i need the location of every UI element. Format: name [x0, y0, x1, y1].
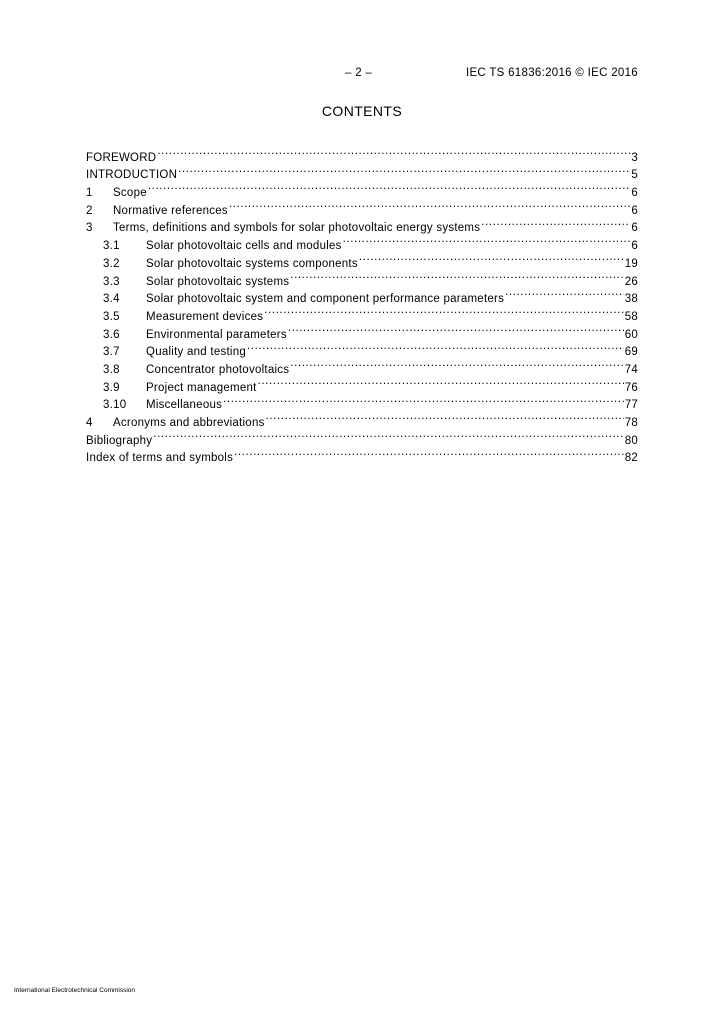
toc-entry-number: 3.2 [103, 257, 120, 270]
toc-entry-title: FOREWORD [86, 151, 157, 164]
toc-entry-number: 3.1 [103, 240, 120, 253]
toc-entry-page: 58 [624, 310, 638, 323]
toc-dot-leader [290, 355, 623, 373]
toc-entry-number: 3.10 [103, 399, 127, 412]
toc-entry-page: 76 [624, 381, 638, 394]
toc-entry-number: 4 [86, 417, 93, 429]
toc-entry-title: Concentrator photovoltaics [146, 363, 290, 376]
toc-entry-title: Quality and testing [146, 346, 247, 359]
toc-entry-page: 80 [624, 434, 638, 447]
toc-entry-title: Terms, definitions and symbols for solar photovoltaic energy systems [113, 222, 481, 235]
table-of-contents [86, 143, 638, 465]
toc-entry-number: 3.8 [103, 363, 120, 376]
toc-entry-number: 1 [86, 187, 93, 200]
toc-entry-number: 2 [86, 204, 93, 217]
toc-dot-leader [157, 143, 630, 161]
toc-dot-leader [153, 426, 623, 444]
toc-dot-leader [343, 231, 631, 249]
toc-entry-number: 3.7 [103, 346, 120, 359]
toc-dot-leader [481, 214, 630, 232]
toc-entry-page: 60 [624, 328, 638, 341]
toc-entry-page: 38 [624, 293, 638, 306]
toc-entry-title: Measurement devices [146, 310, 264, 323]
toc-entry-page: 6 [631, 222, 638, 235]
toc-dot-leader [178, 161, 630, 179]
toc-entry-page: 3 [631, 151, 638, 164]
toc-entry-title: Environmental parameters [146, 328, 287, 341]
toc-dot-leader [223, 391, 624, 409]
toc-entry[interactable] [86, 196, 638, 217]
toc-entry-number: 3.3 [103, 275, 120, 288]
toc-dot-leader [266, 408, 624, 426]
toc-entry-page: 5 [631, 169, 638, 182]
toc-entry-page: 19 [624, 257, 638, 270]
page-header [0, 67, 724, 85]
toc-entry-title: Solar photovoltaic systems [146, 275, 290, 288]
toc-entry-page: 78 [624, 417, 638, 429]
toc-dot-leader [247, 338, 624, 356]
toc-entry-title: Miscellaneous [146, 399, 223, 412]
toc-dot-leader [359, 249, 624, 267]
toc-dot-leader [290, 267, 623, 285]
toc-entry-number: 3.9 [103, 381, 120, 394]
toc-entry-page: 77 [624, 399, 638, 412]
footer-organization: International Electrotechnical Commission [14, 987, 136, 994]
toc-entry[interactable] [86, 161, 638, 182]
toc-entry-number: 3.4 [103, 293, 120, 306]
toc-dot-leader [258, 373, 624, 391]
document-reference: IEC TS 61836:2016 © IEC 2016 [465, 67, 638, 79]
toc-entry-title: Index of terms and symbols [86, 452, 234, 465]
toc-dot-leader [234, 444, 624, 462]
toc-entry[interactable] [86, 444, 638, 465]
toc-dot-leader [264, 302, 623, 320]
toc-entry-page: 6 [631, 204, 638, 217]
toc-entry-title: Scope [113, 187, 147, 200]
toc-entry[interactable] [86, 178, 638, 200]
page-number: – 2 – [345, 67, 373, 79]
toc-entry-title: Project management [146, 381, 257, 394]
toc-entry-title: Solar photovoltaic system and component performance parameters [146, 293, 505, 306]
toc-entry-page: 74 [624, 363, 638, 376]
toc-entry-title: Acronyms and abbreviations [113, 417, 265, 429]
toc-entry-title: Solar photovoltaic systems components [146, 257, 358, 270]
toc-entry-title: Normative references [113, 204, 228, 217]
toc-dot-leader [229, 196, 630, 214]
toc-entry-title: Bibliography [86, 434, 153, 447]
toc-entry-page: 26 [624, 275, 638, 288]
toc-entry-title: INTRODUCTION [86, 169, 178, 182]
toc-entry-number: 3 [86, 222, 93, 235]
toc-entry-number: 3.6 [103, 328, 120, 341]
toc-entry-page: 6 [631, 240, 638, 253]
toc-entry-page: 82 [624, 452, 638, 465]
contents-title: CONTENTS [321, 103, 403, 119]
toc-entry-number: 3.5 [103, 310, 120, 323]
toc-entry-title: Solar photovoltaic cells and modules [146, 240, 342, 253]
toc-entry[interactable] [86, 426, 638, 447]
toc-entry-page: 69 [624, 346, 638, 359]
toc-dot-leader [288, 320, 624, 338]
toc-dot-leader [148, 178, 630, 196]
toc-dot-leader [505, 285, 624, 303]
toc-entry-page: 6 [631, 187, 638, 200]
toc-entry[interactable] [86, 143, 638, 164]
